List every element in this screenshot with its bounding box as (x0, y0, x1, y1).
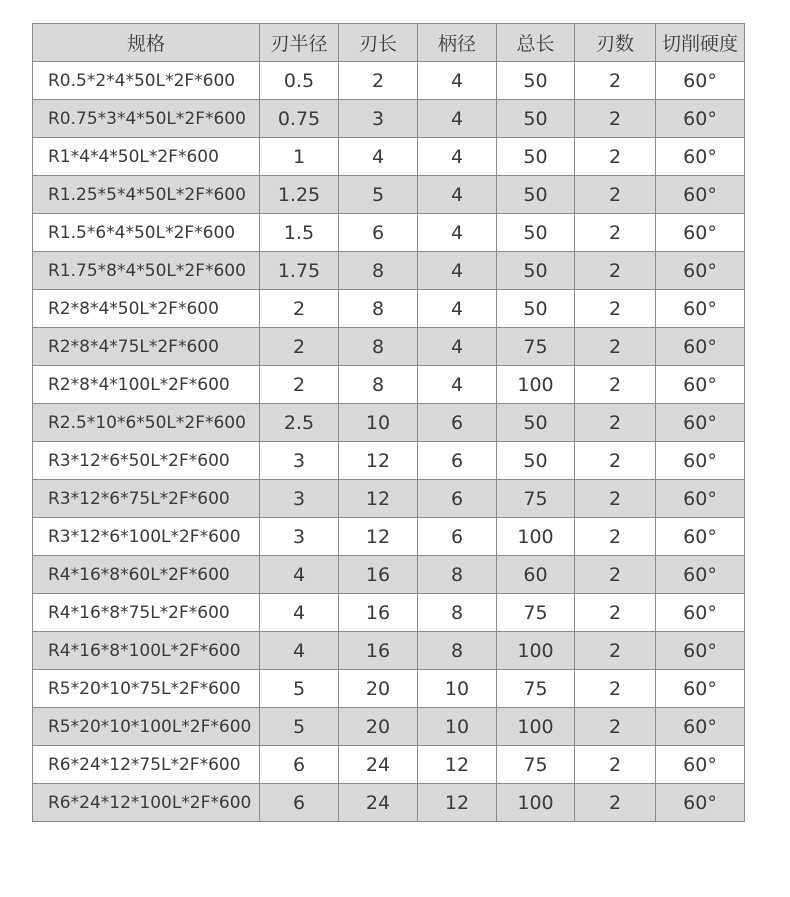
cell-flute-count: 2 (575, 594, 656, 632)
table-row (33, 746, 745, 784)
table-row (33, 632, 745, 670)
cell-blade-radius: 4 (260, 632, 339, 670)
cell-total-length: 100 (497, 632, 575, 670)
cell-blade-radius: 2 (260, 328, 339, 366)
table-row (33, 670, 745, 708)
cell-total-length: 50 (497, 290, 575, 328)
cell-blade-length: 2 (339, 62, 418, 100)
cell-spec: R4*16*8*60L*2F*600 (33, 556, 260, 594)
cell-spec: R2*8*4*50L*2F*600 (33, 290, 260, 328)
cell-cutting-hardness: 60° (656, 518, 745, 556)
cell-blade-radius: 6 (260, 746, 339, 784)
cell-flute-count: 2 (575, 176, 656, 214)
cell-blade-radius: 3 (260, 480, 339, 518)
cell-spec: R3*12*6*50L*2F*600 (33, 442, 260, 480)
table-row (33, 366, 745, 404)
cell-total-length: 50 (497, 62, 575, 100)
cell-blade-radius: 2 (260, 290, 339, 328)
cell-cutting-hardness: 60° (656, 138, 745, 176)
cell-blade-length: 8 (339, 290, 418, 328)
cell-total-length: 75 (497, 594, 575, 632)
cell-shank-diameter: 10 (418, 708, 497, 746)
cell-spec: R1.25*5*4*50L*2F*600 (33, 176, 260, 214)
cell-shank-diameter: 8 (418, 632, 497, 670)
cell-shank-diameter: 4 (418, 328, 497, 366)
cell-spec: R4*16*8*75L*2F*600 (33, 594, 260, 632)
cell-spec: R2.5*10*6*50L*2F*600 (33, 404, 260, 442)
cell-total-length: 60 (497, 556, 575, 594)
cell-flute-count: 2 (575, 214, 656, 252)
cell-spec: R3*12*6*100L*2F*600 (33, 518, 260, 556)
header-blade-radius: 刃半径 (260, 24, 339, 62)
cell-blade-length: 20 (339, 670, 418, 708)
cell-blade-radius: 2.5 (260, 404, 339, 442)
cell-flute-count: 2 (575, 138, 656, 176)
cell-spec: R0.5*2*4*50L*2F*600 (33, 62, 260, 100)
cell-total-length: 100 (497, 708, 575, 746)
cell-cutting-hardness: 60° (656, 366, 745, 404)
cell-blade-length: 3 (339, 100, 418, 138)
cell-blade-length: 5 (339, 176, 418, 214)
table-row (33, 290, 745, 328)
cell-shank-diameter: 4 (418, 366, 497, 404)
cell-blade-radius: 3 (260, 442, 339, 480)
cell-flute-count: 2 (575, 290, 656, 328)
cell-cutting-hardness: 60° (656, 746, 745, 784)
cell-total-length: 100 (497, 784, 575, 822)
cell-shank-diameter: 6 (418, 480, 497, 518)
cell-cutting-hardness: 60° (656, 62, 745, 100)
cell-cutting-hardness: 60° (656, 442, 745, 480)
table-row (33, 176, 745, 214)
cell-shank-diameter: 4 (418, 176, 497, 214)
cell-cutting-hardness: 60° (656, 594, 745, 632)
cell-cutting-hardness: 60° (656, 100, 745, 138)
cell-shank-diameter: 4 (418, 62, 497, 100)
cell-total-length: 100 (497, 518, 575, 556)
table-row (33, 328, 745, 366)
cell-total-length: 75 (497, 670, 575, 708)
cell-blade-radius: 1.25 (260, 176, 339, 214)
table-row (33, 784, 745, 822)
cell-flute-count: 2 (575, 632, 656, 670)
cell-spec: R6*24*12*100L*2F*600 (33, 784, 260, 822)
cell-spec: R3*12*6*75L*2F*600 (33, 480, 260, 518)
cell-cutting-hardness: 60° (656, 632, 745, 670)
table-row (33, 518, 745, 556)
cell-blade-radius: 1.5 (260, 214, 339, 252)
cell-blade-radius: 1 (260, 138, 339, 176)
table-row (33, 442, 745, 480)
cell-flute-count: 2 (575, 442, 656, 480)
cell-flute-count: 2 (575, 480, 656, 518)
table-body (33, 62, 745, 822)
cell-blade-radius: 3 (260, 518, 339, 556)
table-row (33, 252, 745, 290)
cell-blade-radius: 0.75 (260, 100, 339, 138)
table-row (33, 100, 745, 138)
cell-shank-diameter: 4 (418, 290, 497, 328)
table-row (33, 594, 745, 632)
cell-cutting-hardness: 60° (656, 670, 745, 708)
table-row (33, 138, 745, 176)
table-row (33, 404, 745, 442)
cell-flute-count: 2 (575, 62, 656, 100)
cell-spec: R5*20*10*100L*2F*600 (33, 708, 260, 746)
cell-blade-radius: 5 (260, 708, 339, 746)
header-shank-diameter: 柄径 (418, 24, 497, 62)
cell-total-length: 75 (497, 746, 575, 784)
cell-flute-count: 2 (575, 784, 656, 822)
cell-total-length: 50 (497, 252, 575, 290)
cell-spec: R0.75*3*4*50L*2F*600 (33, 100, 260, 138)
cell-flute-count: 2 (575, 746, 656, 784)
header-spec: 规格 (33, 24, 260, 62)
cell-blade-length: 6 (339, 214, 418, 252)
cell-spec: R1.75*8*4*50L*2F*600 (33, 252, 260, 290)
table-row (33, 556, 745, 594)
cell-blade-length: 8 (339, 366, 418, 404)
cell-blade-length: 16 (339, 594, 418, 632)
cell-flute-count: 2 (575, 556, 656, 594)
cell-shank-diameter: 4 (418, 100, 497, 138)
cell-blade-length: 24 (339, 746, 418, 784)
cell-shank-diameter: 12 (418, 784, 497, 822)
cell-shank-diameter: 10 (418, 670, 497, 708)
cell-flute-count: 2 (575, 670, 656, 708)
cell-flute-count: 2 (575, 518, 656, 556)
header-flute-count: 刃数 (575, 24, 656, 62)
cell-spec: R6*24*12*75L*2F*600 (33, 746, 260, 784)
table-row (33, 62, 745, 100)
cell-blade-length: 12 (339, 442, 418, 480)
cell-flute-count: 2 (575, 404, 656, 442)
cell-cutting-hardness: 60° (656, 480, 745, 518)
cell-blade-length: 24 (339, 784, 418, 822)
cell-blade-length: 8 (339, 252, 418, 290)
cell-total-length: 50 (497, 214, 575, 252)
cell-blade-length: 12 (339, 518, 418, 556)
header-cutting-hardness: 切削硬度 (656, 24, 745, 62)
cell-total-length: 50 (497, 176, 575, 214)
cell-spec: R4*16*8*100L*2F*600 (33, 632, 260, 670)
cell-spec: R2*8*4*75L*2F*600 (33, 328, 260, 366)
cell-total-length: 50 (497, 404, 575, 442)
cell-flute-count: 2 (575, 708, 656, 746)
cell-blade-radius: 6 (260, 784, 339, 822)
cell-blade-length: 16 (339, 556, 418, 594)
cell-shank-diameter: 6 (418, 518, 497, 556)
cell-blade-length: 4 (339, 138, 418, 176)
cell-shank-diameter: 4 (418, 214, 497, 252)
cell-blade-length: 12 (339, 480, 418, 518)
cell-blade-radius: 4 (260, 594, 339, 632)
cell-blade-length: 16 (339, 632, 418, 670)
cell-blade-radius: 1.75 (260, 252, 339, 290)
cell-cutting-hardness: 60° (656, 784, 745, 822)
cell-cutting-hardness: 60° (656, 290, 745, 328)
cell-cutting-hardness: 60° (656, 252, 745, 290)
cell-blade-radius: 5 (260, 670, 339, 708)
cell-total-length: 75 (497, 328, 575, 366)
cell-flute-count: 2 (575, 252, 656, 290)
header-blade-length: 刃长 (339, 24, 418, 62)
cell-cutting-hardness: 60° (656, 328, 745, 366)
cell-shank-diameter: 6 (418, 404, 497, 442)
cell-blade-length: 20 (339, 708, 418, 746)
cell-total-length: 100 (497, 366, 575, 404)
cell-flute-count: 2 (575, 100, 656, 138)
cell-cutting-hardness: 60° (656, 404, 745, 442)
cell-blade-radius: 4 (260, 556, 339, 594)
cell-cutting-hardness: 60° (656, 708, 745, 746)
cell-spec: R2*8*4*100L*2F*600 (33, 366, 260, 404)
table-row (33, 214, 745, 252)
cell-cutting-hardness: 60° (656, 556, 745, 594)
cell-blade-length: 10 (339, 404, 418, 442)
cell-spec: R1*4*4*50L*2F*600 (33, 138, 260, 176)
cell-total-length: 50 (497, 100, 575, 138)
table-header-row (33, 24, 745, 62)
cell-shank-diameter: 8 (418, 556, 497, 594)
table-row (33, 480, 745, 518)
cell-total-length: 50 (497, 138, 575, 176)
cell-total-length: 50 (497, 442, 575, 480)
cell-shank-diameter: 6 (418, 442, 497, 480)
cell-cutting-hardness: 60° (656, 214, 745, 252)
cell-flute-count: 2 (575, 366, 656, 404)
cell-cutting-hardness: 60° (656, 176, 745, 214)
spec-table (32, 23, 745, 822)
cell-shank-diameter: 4 (418, 138, 497, 176)
cell-shank-diameter: 4 (418, 252, 497, 290)
cell-spec: R1.5*6*4*50L*2F*600 (33, 214, 260, 252)
cell-spec: R5*20*10*75L*2F*600 (33, 670, 260, 708)
table-row (33, 708, 745, 746)
cell-shank-diameter: 8 (418, 594, 497, 632)
cell-shank-diameter: 12 (418, 746, 497, 784)
cell-flute-count: 2 (575, 328, 656, 366)
cell-blade-radius: 0.5 (260, 62, 339, 100)
header-total-length: 总长 (497, 24, 575, 62)
cell-blade-radius: 2 (260, 366, 339, 404)
cell-total-length: 75 (497, 480, 575, 518)
cell-blade-length: 8 (339, 328, 418, 366)
